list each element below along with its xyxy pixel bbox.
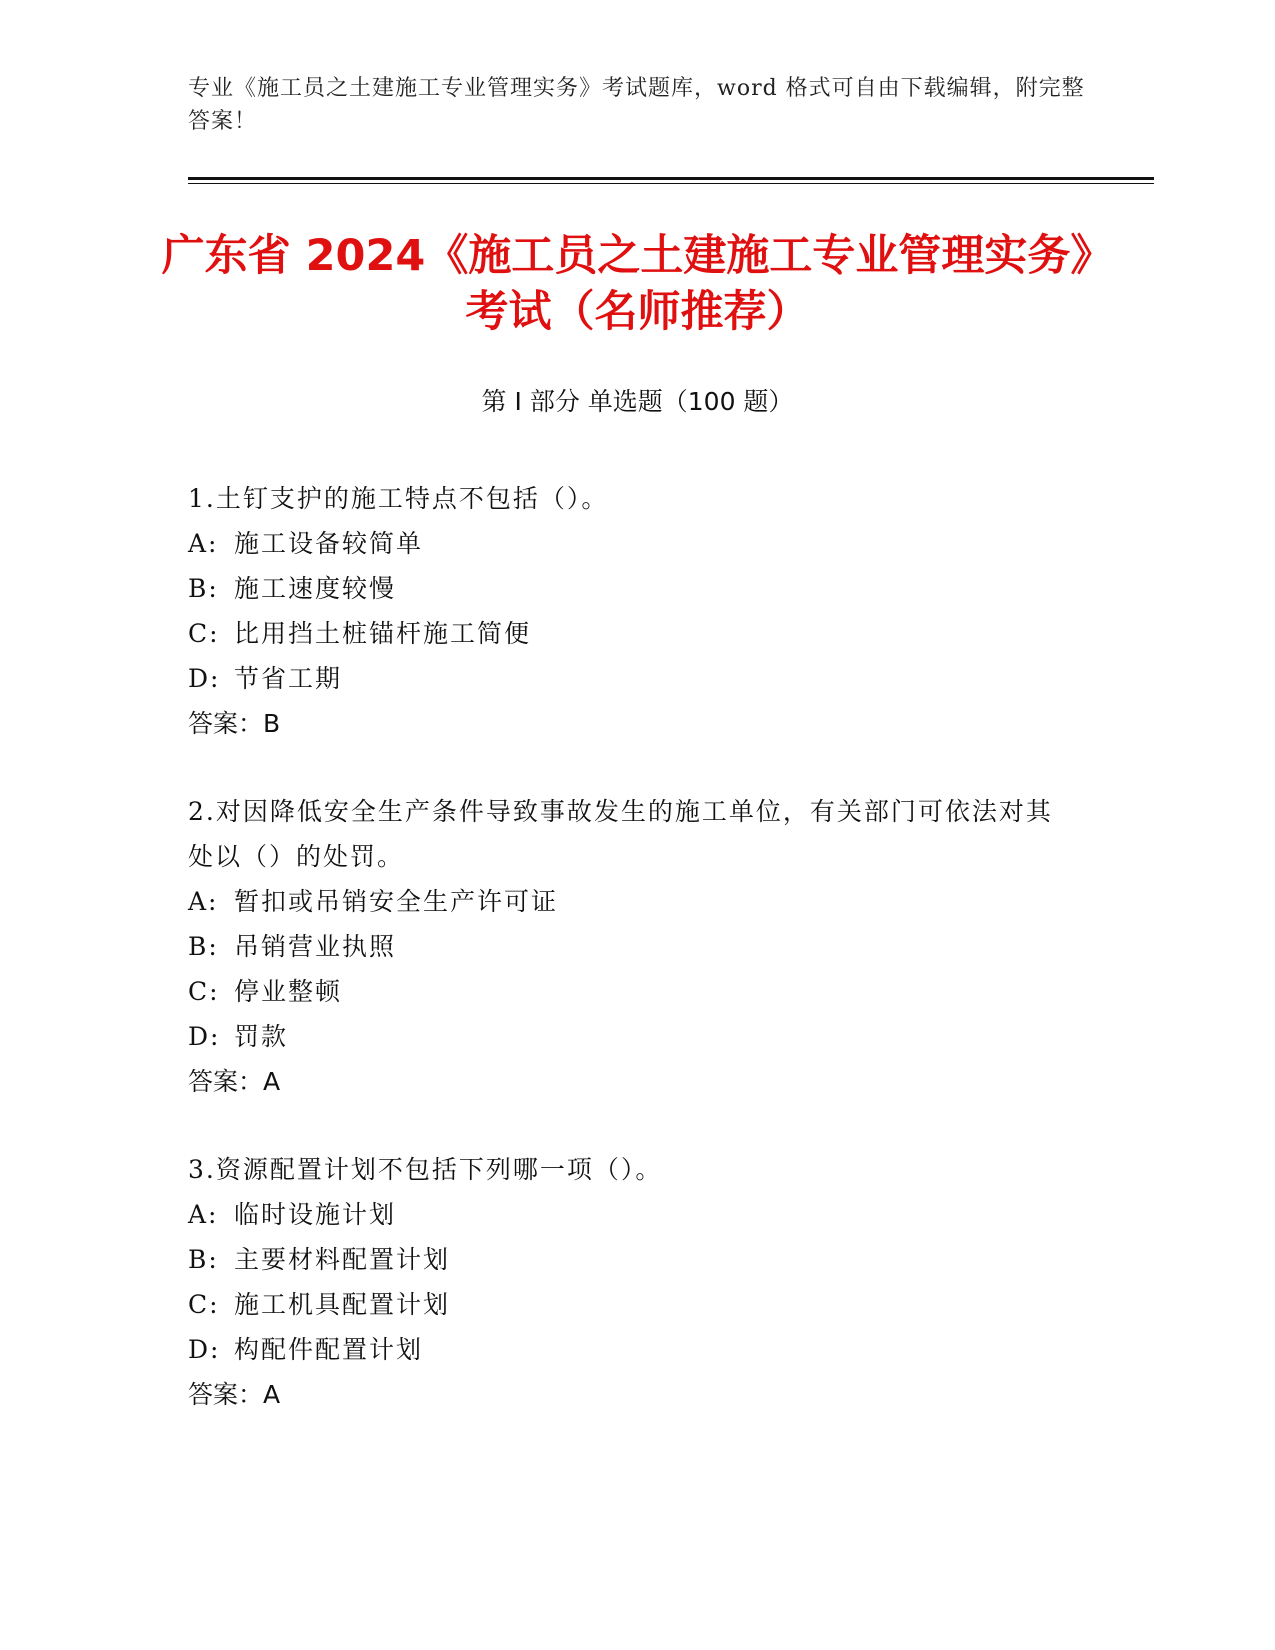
option-label: A: bbox=[188, 529, 219, 558]
header-divider-thin bbox=[188, 183, 1154, 184]
option-label: A: bbox=[188, 887, 219, 916]
option-text: 吊销营业执照 bbox=[234, 932, 397, 961]
option-label: D: bbox=[188, 1022, 221, 1051]
option-label: D: bbox=[188, 664, 221, 693]
question-3 bbox=[188, 1147, 1068, 1417]
option-b bbox=[188, 1237, 1068, 1282]
option-text: 施工机具配置计划 bbox=[234, 1290, 451, 1319]
answer: 答案：B bbox=[188, 709, 281, 738]
header-divider-thick bbox=[188, 177, 1154, 180]
option-label: A: bbox=[188, 1200, 219, 1229]
option-label: C: bbox=[188, 1290, 220, 1319]
option-d bbox=[188, 656, 1068, 701]
section-heading: 第 I 部分 单选题（100 题） bbox=[481, 387, 794, 416]
option-label: B: bbox=[188, 1245, 219, 1274]
option-text: 暂扣或吊销安全生产许可证 bbox=[234, 887, 559, 916]
option-a bbox=[188, 521, 1068, 566]
option-text: 比用挡土桩锚杆施工简便 bbox=[234, 619, 532, 648]
option-label: B: bbox=[188, 574, 219, 603]
option-d bbox=[188, 1327, 1068, 1372]
option-text: 施工速度较慢 bbox=[234, 574, 397, 603]
option-c bbox=[188, 611, 1068, 656]
option-label: D: bbox=[188, 1335, 221, 1364]
header-note: 专业《施工员之土建施工专业管理实务》考试题库，word 格式可自由下载编辑，附完整答案！ bbox=[188, 76, 1085, 134]
option-b bbox=[188, 566, 1068, 611]
option-text: 临时设施计划 bbox=[234, 1200, 397, 1229]
option-label: B: bbox=[188, 932, 219, 961]
answer: 答案：A bbox=[188, 1067, 281, 1096]
question-stem: 2.对因降低安全生产条件导致事故发生的施工单位，有关部门可依法对其处以（）的处罚。 bbox=[188, 797, 1053, 871]
option-text: 停业整顿 bbox=[234, 977, 343, 1006]
option-text: 罚款 bbox=[234, 1022, 289, 1051]
question-stem: 3.资源配置计划不包括下列哪一项（）。 bbox=[188, 1155, 663, 1184]
option-text: 构配件配置计划 bbox=[234, 1335, 424, 1364]
document-title: 广东省 2024《施工员之土建施工专业管理实务》考试（名师推荐） bbox=[161, 231, 1114, 337]
option-label: C: bbox=[188, 977, 220, 1006]
option-text: 主要材料配置计划 bbox=[234, 1245, 451, 1274]
question-1 bbox=[188, 476, 1068, 746]
answer: 答案：A bbox=[188, 1380, 281, 1409]
question-2 bbox=[188, 789, 1068, 1104]
option-b bbox=[188, 924, 1068, 969]
question-list bbox=[188, 476, 1068, 1460]
option-text: 节省工期 bbox=[234, 664, 343, 693]
option-a bbox=[188, 1192, 1068, 1237]
option-c bbox=[188, 1282, 1068, 1327]
option-d bbox=[188, 1014, 1068, 1059]
option-a bbox=[188, 879, 1068, 924]
option-c bbox=[188, 969, 1068, 1014]
option-label: C: bbox=[188, 619, 220, 648]
option-text: 施工设备较简单 bbox=[234, 529, 424, 558]
question-stem: 1.土钉支护的施工特点不包括（）。 bbox=[188, 484, 609, 513]
